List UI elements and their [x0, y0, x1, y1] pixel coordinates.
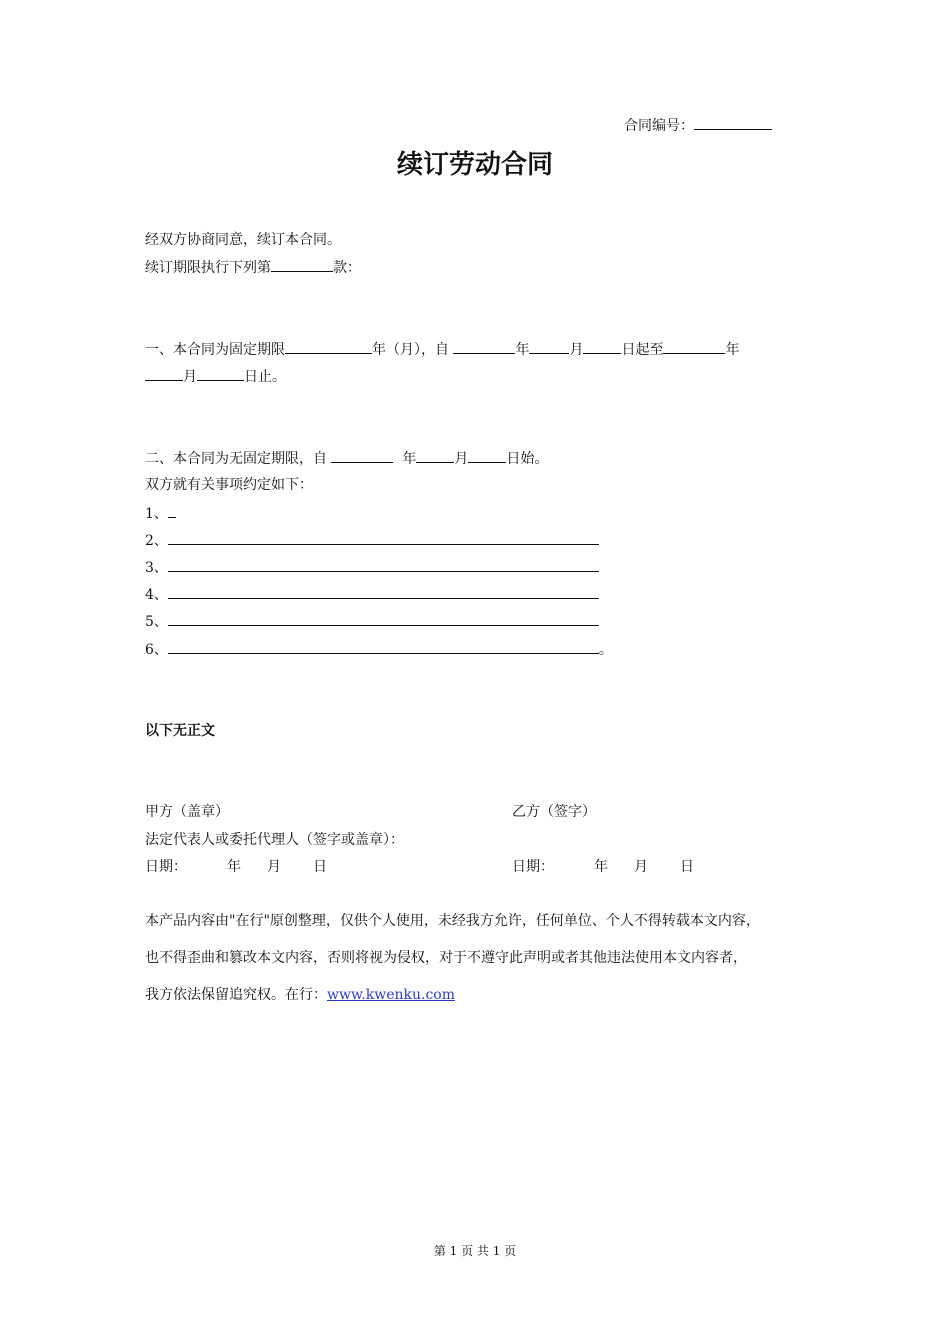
text: 年	[227, 859, 241, 875]
text: 日	[680, 859, 694, 875]
item	[145, 640, 613, 659]
text: 日起至	[621, 342, 664, 358]
blank	[694, 116, 772, 130]
notice-line: 也不得歪曲和篡改本文内容，否则将视为侵权，对于不遵守此声明或者其他违法使用本文内容者，	[145, 950, 747, 966]
party-a-date	[145, 858, 327, 876]
item-number: 2、	[145, 533, 168, 549]
notice-line	[145, 986, 455, 1004]
fixed-term-line-2	[145, 367, 286, 386]
blank	[331, 449, 393, 463]
item	[145, 558, 599, 577]
website-link[interactable]: www.kwenku.com	[327, 987, 456, 1003]
text: 年	[725, 342, 740, 358]
blank	[529, 340, 569, 354]
item-number: 4、	[145, 587, 168, 603]
text: 续订期限执行下列第	[145, 260, 271, 276]
text: 一、本合同为固定期限	[145, 342, 285, 358]
text: 月	[183, 369, 197, 385]
text: 年	[402, 451, 417, 467]
item-number: 6、	[145, 642, 168, 658]
text: 年	[594, 859, 608, 875]
item	[145, 612, 599, 631]
blank	[416, 449, 454, 463]
no-more-text: 以下无正文	[145, 723, 215, 739]
representative-label: 法定代表人或委托代理人（签字或盖章）：	[145, 832, 404, 848]
blank	[168, 531, 599, 545]
party-b-label: 乙方（签字）	[512, 804, 596, 820]
blank	[271, 258, 333, 272]
blank	[663, 340, 725, 354]
text: 月	[454, 451, 469, 467]
text: 日始。	[506, 451, 549, 467]
intro-line: 经双方协商同意，续订本合同。	[145, 232, 341, 248]
blank	[145, 367, 183, 381]
blank	[285, 340, 372, 354]
page-footer: 第 1 页 共 1 页	[433, 1244, 517, 1258]
item	[145, 585, 599, 604]
blank	[168, 585, 599, 599]
contract-number	[624, 116, 772, 135]
party-b-date	[512, 858, 694, 876]
contract-number-label: 合同编号：	[624, 118, 694, 134]
item	[145, 504, 176, 523]
item-number: 1、	[145, 506, 168, 522]
blank	[453, 340, 515, 354]
blank	[168, 640, 599, 654]
text: 日期：	[145, 859, 187, 875]
fixed-term-line	[145, 340, 739, 359]
blank	[168, 504, 176, 518]
text: 款：	[333, 260, 361, 276]
text: 月	[267, 859, 281, 875]
blank	[197, 367, 244, 381]
text: 日止。	[244, 369, 286, 385]
text: 。	[598, 642, 613, 658]
page-title: 续订劳动合同	[396, 150, 553, 180]
clause-line	[145, 258, 361, 277]
text: 月	[569, 342, 584, 358]
agree-line: 双方就有关事项约定如下：	[145, 477, 313, 493]
text: 二、本合同为无固定期限，自	[145, 451, 327, 467]
blank	[168, 612, 599, 626]
text: 年（月），自	[372, 342, 449, 358]
notice-line: 本产品内容由"在行"原创整理，仅供个人使用，未经我方允许，任何单位、个人不得转载本文内容，	[145, 913, 760, 929]
blank	[168, 558, 599, 572]
blank	[468, 449, 506, 463]
text: 年	[515, 342, 530, 358]
text: 日	[313, 859, 327, 875]
text: 月	[634, 859, 648, 875]
item-number: 5、	[145, 614, 168, 630]
open-term-line	[145, 449, 548, 468]
text: 我方依法保留追究权。在行：	[145, 987, 327, 1003]
party-a-label: 甲方（盖章）	[145, 804, 229, 820]
item-number: 3、	[145, 560, 168, 576]
text: 日期：	[512, 859, 554, 875]
blank	[583, 340, 621, 354]
item	[145, 531, 599, 550]
